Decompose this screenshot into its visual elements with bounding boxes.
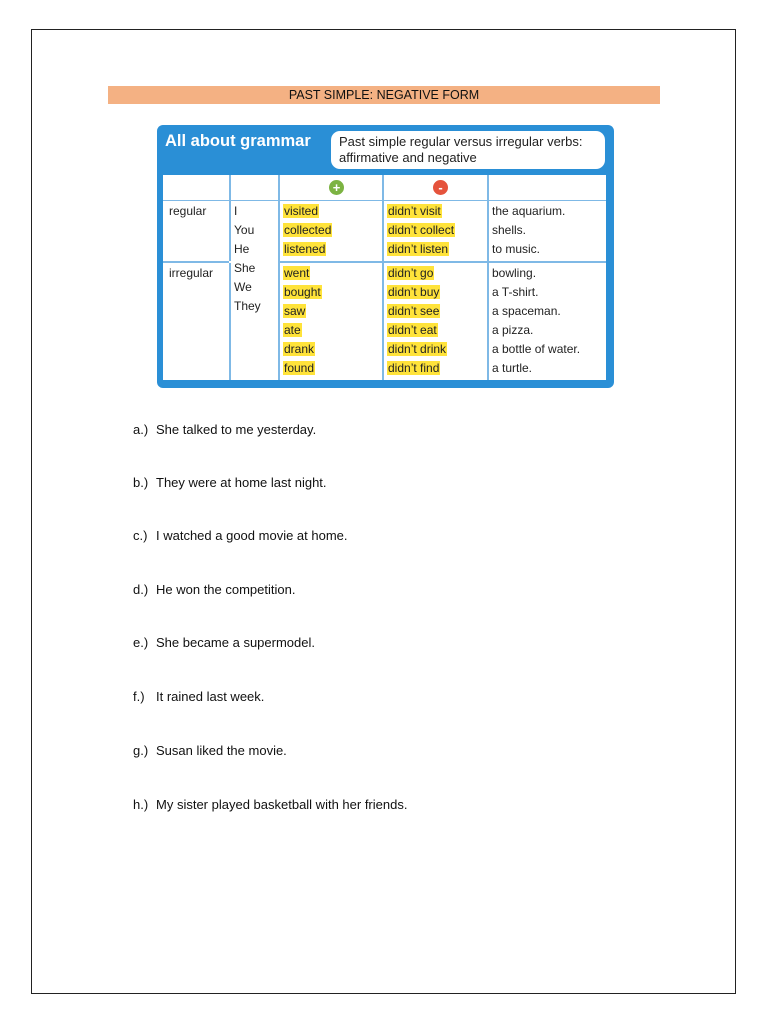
row-label-irregular: irregular — [169, 266, 214, 280]
negative-verb: didn’t visit — [388, 204, 441, 218]
negative-verb: didn’t drink — [388, 342, 447, 356]
negative-verb: didn’t listen — [388, 242, 449, 256]
exercise-letter: a.) — [133, 422, 149, 437]
affirmative-verb: ate — [284, 323, 301, 337]
affirmative-verb: drank — [284, 342, 315, 356]
object-phrase: a T-shirt. — [492, 285, 539, 299]
negative-verb: didn’t collect — [388, 223, 455, 237]
pronoun: He — [234, 242, 250, 256]
object-phrase: bowling. — [492, 266, 537, 280]
exercise-letter: b.) — [133, 475, 149, 490]
exercise-sentence: I watched a good movie at home. — [156, 528, 348, 543]
exercise-letter: e.) — [133, 635, 149, 650]
object-phrase: a pizza. — [492, 323, 534, 337]
pronoun: You — [234, 223, 255, 237]
exercise-sentence: They were at home last night. — [156, 475, 327, 490]
grammar-heading: All about grammar — [165, 132, 311, 150]
worksheet-title: PAST SIMPLE: NEGATIVE FORM — [108, 86, 660, 104]
negative-verb: didn’t eat — [388, 323, 437, 337]
column-divider — [278, 175, 280, 380]
object-phrase: the aquarium. — [492, 204, 566, 218]
object-phrase: a bottle of water. — [492, 342, 581, 356]
negative-verb: didn’t buy — [388, 285, 440, 299]
object-phrase: a turtle. — [492, 361, 533, 375]
grammar-box — [157, 125, 614, 388]
affirmative-verb: saw — [284, 304, 306, 318]
affirmative-verb: visited — [284, 204, 319, 218]
object-phrase: a spaceman. — [492, 304, 561, 318]
affirmative-verb: listened — [284, 242, 326, 256]
exercise-item — [133, 475, 327, 490]
negative-verb: didn’t go — [388, 266, 434, 280]
exercise-letter: h.) — [133, 797, 149, 812]
minus-icon: - — [433, 180, 448, 195]
column-divider — [229, 175, 231, 380]
plus-icon: + — [329, 180, 344, 195]
exercise-letter: g.) — [133, 743, 149, 758]
exercise-letter: c.) — [133, 528, 148, 543]
row-label-regular: regular — [169, 204, 207, 218]
affirmative-verb: found — [284, 361, 315, 375]
pronoun: They — [234, 299, 261, 313]
exercise-sentence: My sister played basketball with her friends. — [156, 797, 408, 812]
pronoun: I — [234, 204, 238, 218]
pronoun: She — [234, 261, 256, 275]
negative-verb: didn’t see — [388, 304, 440, 318]
exercise-sentence: He won the competition. — [156, 582, 296, 597]
exercise-item — [133, 797, 407, 812]
negative-verb: didn’t find — [388, 361, 440, 375]
exercise-letter: f.) — [133, 689, 145, 704]
exercise-item — [133, 582, 295, 597]
exercise-item — [133, 743, 287, 758]
exercise-sentence: She talked to me yesterday. — [156, 422, 317, 437]
affirmative-verb: went — [284, 266, 310, 280]
exercise-item — [133, 422, 316, 437]
exercise-sentence: She became a supermodel. — [156, 635, 315, 650]
object-phrase: to music. — [492, 242, 541, 256]
exercise-item — [133, 528, 348, 543]
column-divider — [487, 175, 489, 380]
exercise-sentence: It rained last week. — [156, 689, 265, 704]
object-phrase: shells. — [492, 223, 527, 237]
exercise-item — [133, 635, 315, 650]
exercise-letter: d.) — [133, 582, 149, 597]
affirmative-verb: bought — [284, 285, 321, 299]
affirmative-verb: collected — [284, 223, 332, 237]
grammar-table — [163, 175, 606, 380]
pronoun: We — [234, 280, 252, 294]
exercise-item — [133, 689, 264, 704]
exercise-sentence: Susan liked the movie. — [156, 743, 287, 758]
column-divider — [382, 175, 384, 380]
grammar-subtitle: Past simple regular versus irregular verbs: affirmative and negative — [331, 131, 605, 169]
